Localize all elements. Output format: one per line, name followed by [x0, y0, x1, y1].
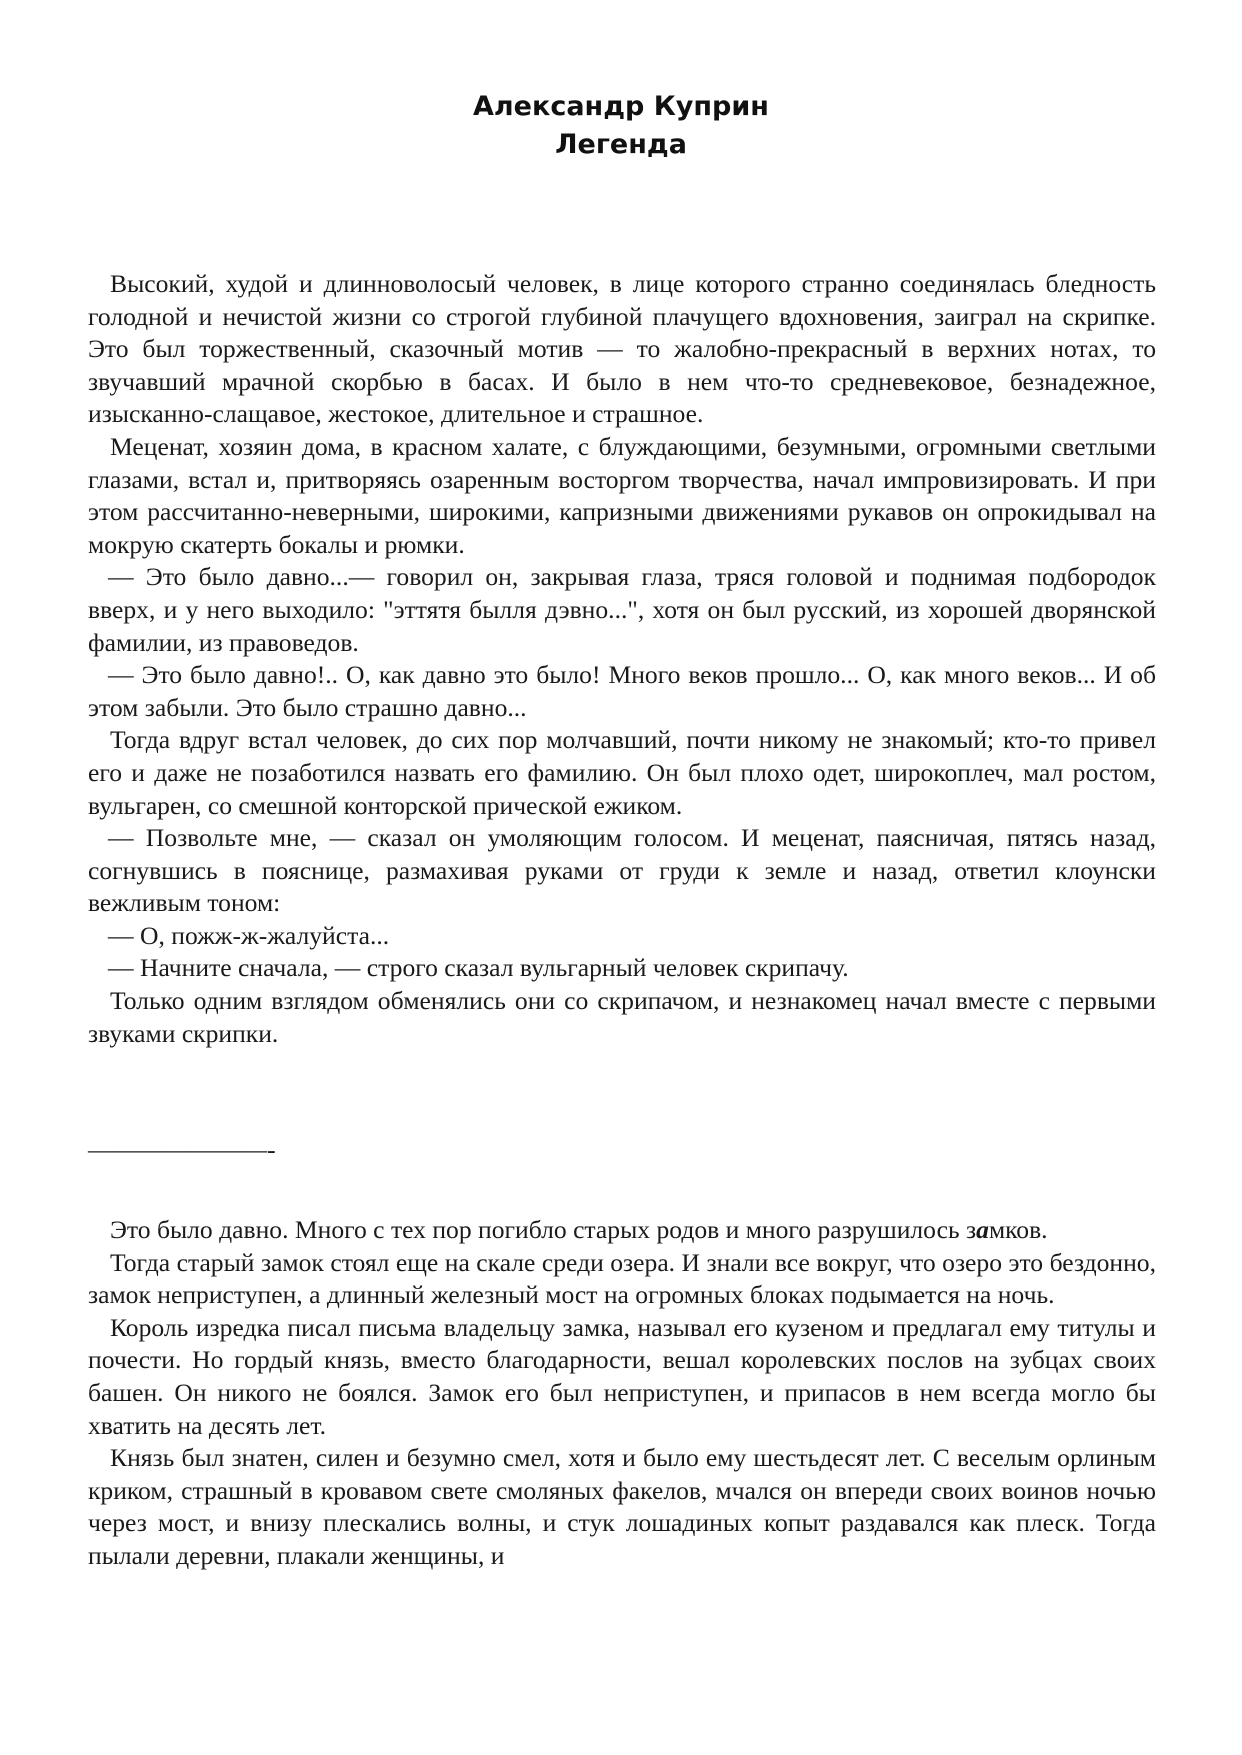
dialog-line: — Это было давно...— говорил он, закрывая глаза, тряся головой и поднимая подбородок вверх, и у него выходило: "эттятя былля дэвно...", хотя он был русский, из хорошей дворянской фамилии, из правоведов. [88, 562, 1156, 657]
paragraph: Тогда вдруг встал человек, до сих пор молчавший, почти никому не знакомый; кто-то привел его и даже не позаботился назвать его фамилию. Он был плохо одет, широкоплеч, мал ростом, вульгарен, со смешной конторской прической ежиком. [88, 725, 1156, 820]
paragraph: Меценат, хозяин дома, в красном халате, с блуждающими, безумными, огромными светлыми глазами, встал и, притворяясь озаренным восторгом творчества, начал импровизировать. И при этом рассчитанно-неверными, широкими, капризными движениями рукавов он опрокидывал на мокрую скатерть бокалы и рюмки. [88, 431, 1156, 559]
section-two [88, 1214, 1156, 1573]
paragraph: Тогда старый замок стоял еще на скале среди озера. И знали все вокруг, что озеро это бездонно, замок неприступен, а длинный железный мост на огромных блоках подымается на ночь. [88, 1247, 1156, 1310]
stressed-letter: а [976, 1215, 989, 1244]
paragraph [88, 1214, 1156, 1247]
paragraph-text: Это было давно. Много с тех пор погибло старых родов и много разрушилось з [110, 1215, 977, 1244]
dialog-line: — Начните сначала, — строго сказал вульгарный человек скрипачу. [108, 953, 849, 983]
story-title: Легенда [555, 129, 687, 160]
dialog-line: — О, пожж-ж-жалуйста... [108, 920, 390, 950]
paragraph-text: мков. [988, 1215, 1048, 1244]
dialog-line: — Это было давно!.. О, как давно это было! Много веков прошло... О, как много веков... И об этом забыли. Это было страшно давно... [88, 660, 1156, 722]
paragraph: Князь был знатен, силен и безумно смел, хотя и было ему шестьдесят лет. С веселым орлиным криком, страшный в кровавом свете смоляных факелов, мчался он впереди своих воинов ночью через мост, и внизу плескались волны, и стук лошадиных копыт раздавался как плеск. Тогда пылали деревни, плакали женщины, и [88, 1443, 1156, 1570]
section-separator: ———————- [88, 1135, 276, 1164]
paragraph: Только одним взглядом обменялись они со скрипачом, и незнакомец начал вместе с первыми звуками скрипки. [88, 986, 1156, 1048]
dialog-line: — Позвольте мне, — сказал он умоляющим голосом. И меценат, паясничая, пятясь назад, согнувшись в пояснице, размахивая руками от груди к земле и назад, ответил клоунски вежливым тоном: [88, 823, 1156, 918]
section-one [88, 268, 1156, 1050]
paragraph: Король изредка писал письма владельцу замка, называл его кузеном и предлагал ему титулы и почести. Но гордый князь, вместо благодарности, вешал королевских послов на зубцах своих башен. Он никого не боялся. Замок его был неприступен, и припасов в нем всегда могло бы хватить на десять лет. [88, 1312, 1156, 1440]
document-header [0, 88, 1242, 164]
author-name: Александр Куприн [473, 91, 769, 122]
paragraph: Высокий, худой и длинноволосый человек, в лице которого странно соединялась бледность голодной и нечистой жизни со строгой глубиной плачущего вдохновения, заиграл на скрипке. Это был торжественный, сказочный мотив — то жалобно-прекрасный в верхних нотах, то звучавший мрачной скорбью в басах. И было в нем что-то средневековое, безнадежное, изысканно-слащавое, жестокое, длительное и страшное. [88, 269, 1156, 429]
